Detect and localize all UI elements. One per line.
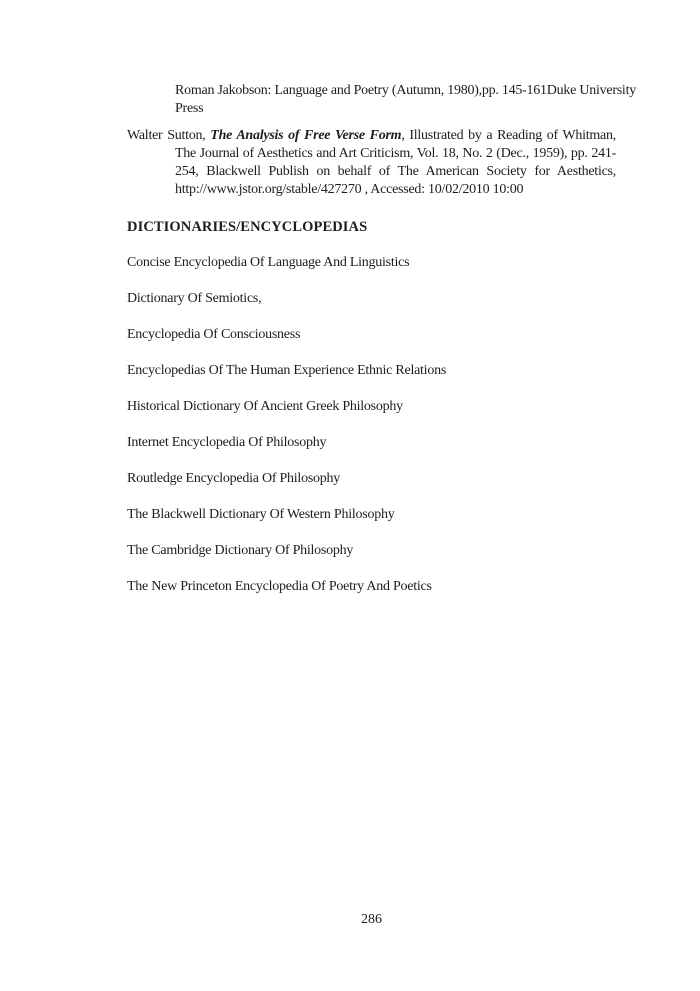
dictionary-list-item: Encyclopedias Of The Human Experience Ethnic Relations bbox=[127, 363, 447, 378]
reference-continuation-line-2: Press bbox=[175, 101, 204, 116]
section-heading: DICTIONARIES/ENCYCLOPEDIAS bbox=[127, 219, 368, 235]
dictionary-list-item: Internet Encyclopedia Of Philosophy bbox=[127, 435, 327, 450]
dictionary-list-item: The Cambridge Dictionary Of Philosophy bbox=[127, 543, 354, 558]
reference-continuation bbox=[127, 82, 636, 118]
page-content bbox=[127, 82, 636, 596]
reference-entry bbox=[127, 127, 616, 199]
reference-title: The Analysis of Free Verse Form bbox=[210, 128, 402, 143]
dictionary-list-item: Dictionary Of Semiotics, bbox=[127, 291, 262, 306]
reference-details: , Illustrated by a Reading of Whitman, The Journal of Aesthetics and Art Criticism, Vol. 18, No. 2 (Dec., 1959), pp. 241-254, Blackwell Publish on behalf of The American Society for Aesthetics, http://www.jstor.org/stable/427270 , Accessed: 10/02/2010 10:00 bbox=[175, 128, 616, 197]
dictionary-list-item: Encyclopedia Of Consciousness bbox=[127, 327, 301, 342]
dictionary-list-item: Historical Dictionary Of Ancient Greek Philosophy bbox=[127, 399, 403, 414]
page-number: 286 bbox=[361, 912, 382, 927]
dictionary-list-item: Concise Encyclopedia Of Language And Linguistics bbox=[127, 255, 410, 270]
dictionary-list-item: The Blackwell Dictionary Of Western Philosophy bbox=[127, 507, 395, 522]
reference-continuation-line-1: Roman Jakobson: Language and Poetry (Autumn, 1980),pp. 145-161Duke University bbox=[175, 83, 636, 98]
dictionary-list-item: Routledge Encyclopedia Of Philosophy bbox=[127, 471, 341, 486]
dictionary-list-item: The New Princeton Encyclopedia Of Poetry And Poetics bbox=[127, 579, 432, 594]
reference-author: Walter Sutton, bbox=[127, 128, 211, 143]
